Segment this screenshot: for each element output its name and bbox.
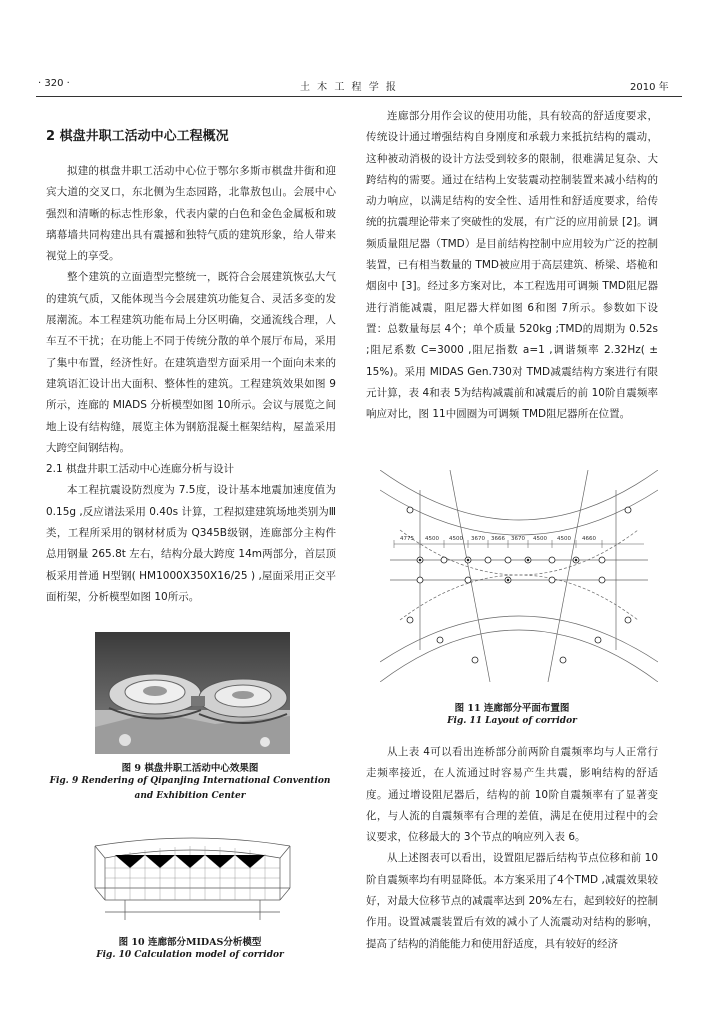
figure-10-caption-en: Fig. 10 Calculation model of corridor	[96, 950, 284, 960]
rendering-image	[95, 632, 290, 754]
dim-label: 4660	[582, 536, 596, 542]
figure-11-caption-zh: 图 11 连廊部分平面布置图	[454, 703, 570, 714]
figure-9-caption-zh: 图 9 棋盘井职工活动中心效果图	[121, 763, 259, 774]
issue-year: 2010 年	[630, 82, 669, 93]
corridor-plan-drawing	[380, 470, 658, 682]
tmd-positions	[407, 507, 631, 663]
grid-arcs	[380, 470, 658, 682]
left-paragraph-3: 本工程抗震设防烈度为 7.5度，设计基本地震加速度值为 0.15g ,反应谱法采用 0.40s 计算，工程拟建建筑场地类别为Ⅲ类，工程所采用的钢材材质为 Q345B级钢，连廊部分主构件总用钢量 265.8t 左右，结构分最大跨度 14m两部分，首层顶板采用普通 H型钢( HM1000X350X16/25 ) ,屋面采用正交平面桁架，分析模型如图 10所示。	[46, 484, 336, 603]
dim-label: 3666	[491, 536, 505, 542]
dim-label: 4500	[425, 536, 439, 542]
figure-11-caption	[366, 700, 658, 729]
figure-10-midas-model	[85, 828, 300, 928]
figure-11-caption-en: Fig. 11 Layout of corridor	[447, 716, 577, 726]
dimension-labels	[400, 536, 596, 542]
header-rule	[36, 96, 682, 97]
subsection-title: 2.1 棋盘井职工活动中心连廊分析与设计	[46, 463, 235, 476]
right-paragraph-3: 从上述图表可以看出，设置阻尼器后结构节点位移和前 10阶自震频率均有明显降低。本方案采用了4个TMD ,减震效果较好，对最大位移节点的减震率达到 20%左右，起到较好的控制作用。设置减震装置后有效的减小了人流震动对结构的影响，提高了结构的消能能力和使用舒适度，具有较好的经济	[366, 852, 658, 950]
section-title: 2 棋盘井职工活动中心工程概况	[46, 129, 229, 144]
dim-label: 3670	[471, 536, 485, 542]
figure-9-caption-en-line2: and Exhibition Center	[134, 791, 246, 801]
figure-10-caption-zh: 图 10 连廊部分MIDAS分析模型	[118, 937, 262, 948]
left-column	[46, 126, 336, 608]
figure-9-caption-en-line1: Fig. 9 Rendering of Qipanjing International Convention	[49, 776, 331, 786]
dim-label: 4500	[449, 536, 463, 542]
right-paragraph-2: 从上表 4可以看出连桥部分前两阶自震频率均与人正常行走频率接近，在人流通过时容易产生共震，影响结构的舒适度。通过增设阻尼器后，结构的前 10阶自震频率有了显著变化，与人流的自震频率有合理的差值，满足在使用过程中的会议要求，位移最大的 3个节点的响应列入表 6。	[366, 746, 658, 844]
figure-11-corridor-layout	[380, 470, 658, 682]
midas-model-image	[85, 828, 300, 928]
figure-10-caption	[40, 934, 340, 963]
figure-9-caption	[40, 760, 340, 804]
left-paragraph-1: 拟建的棋盘井职工活动中心位于鄂尔多斯市棋盘井街和迎宾大道的交叉口，东北侧为生态园路，北靠敖包山。会展中心强烈和清晰的标志性形象，代表内蒙的白色和金色金属板和玻璃幕墙共同构建出具有震撼和独特气质的建筑形象，给人带来视觉上的享受。	[46, 165, 336, 263]
right-column-upper	[366, 106, 658, 425]
dim-label: 4500	[533, 536, 547, 542]
dim-label: 4500	[557, 536, 571, 542]
journal-title: 土 木 工 程 学 报	[300, 82, 398, 93]
right-paragraph-1: 连廊部分用作会议的使用功能，具有较高的舒适度要求，传统设计通过增强结构自身刚度和承载力来抵抗结构的震动，这种被动消极的设计方法受到较多的限制，很难满足复杂、大跨结构的需要。通过在结构上安装震动控制装置来减小结构的动力响应，以满足结构的安全性、适用性和舒适度要求，给传统的抗震理论带来了突破性的发展，有广泛的应用前景 [2]。调频质量阻尼器（TMD）是目前结构控制中应用较为广泛的控制装置，已有相当数量的 TMD被应用于高层建筑、桥梁、塔桅和烟囱中 [3]。经过多方案对比，本工程选用可调频 TMD阻尼器进行消能减震，阻尼器大样如图 6和图 7所示。参数如下设置：总数量每层 4个；单个质量 520kg ;TMD的周期为 0.52s ;阻尼系数 C=3000 ,阻尼指数 a=1 ,调谐频率 2.32Hz( ± 15%)。采用 MIDAS Gen.730对 TMD减震结构方案进行有限元计算，表 4和表 5为结构减震前和减震后的前 10阶自震频率响应对比，图 11中圆圈为可调频 TMD阻尼器所在位置。	[366, 110, 658, 421]
dim-label: 4775	[400, 536, 414, 542]
page-number: · 320 ·	[38, 78, 70, 89]
right-column-lower	[366, 742, 658, 955]
figure-9-rendering	[95, 632, 290, 754]
left-paragraph-2: 整个建筑的立面造型完整统一，既符合会展建筑恢弘大气的建筑气质，又能体现当今会展建筑功能复合、灵活多变的发展潮流。本工程建筑功能布局上分区明确，交通流线合理，人车互不干扰；在功能上不同于传统分散的单个展厅布局，采用了集中布置，经济性好。在建筑造型方面采用一个面向未来的建筑语汇设计出大面积、整体性的建筑。工程建筑效果如图 9所示，连廊的 MIADS 分析模型如图 10所示。会议与展览之间地上设有结构缝，展览主体为钢筋混凝土框架结构，屋盖采用大跨空间钢结构。	[46, 271, 336, 454]
dim-label: 3670	[511, 536, 525, 542]
